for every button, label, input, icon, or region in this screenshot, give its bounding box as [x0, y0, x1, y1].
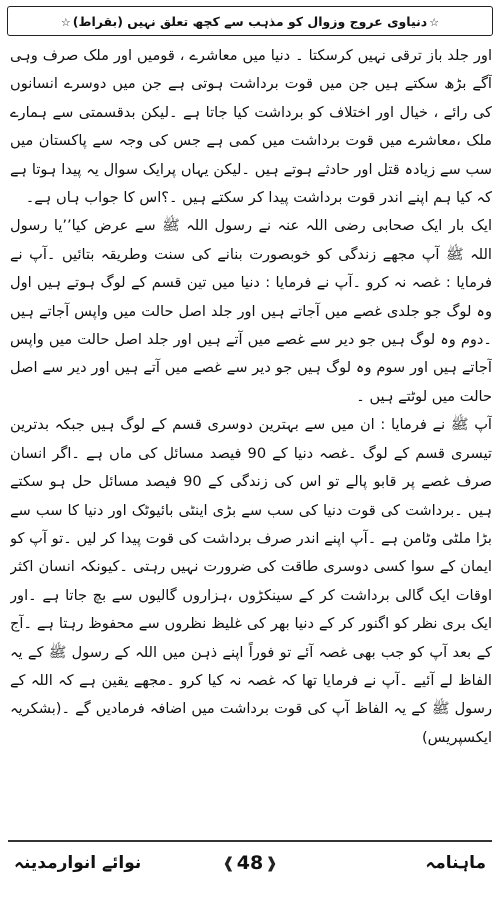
magazine-label: ماہنامہ: [425, 853, 486, 873]
header-title: دنیاوی عروج وزوال کو مذہب سے کچھ تعلق نہیں (بقراط): [72, 13, 428, 29]
paragraph: اور جلد باز ترقی نہیں کرسکتا ۔ دنیا میں معاشرے ، قومیں اور ملک صرف وہی آگے بڑھ سکتے ہیں جن میں قوت برداشت ہوتی ہے جن میں دوسرے انسانوں کی رائے ، خیال اور اختلاف کو برداشت کیا جاتا ہے ۔لیکن بدقسمتی سے ہمارے ملک ،معاشرے میں قوت برداشت میں کمی ہے جس کی وجہ سے پاکستان میں سب سے زیادہ قتل اور حادثے ہوتے ہیں ۔لیکن یہاں پرایک سوال یہ پیدا ہوتا ہے کہ کیا ہم اپنے اندر قوت برداشت پیدا کر سکتے ہیں ۔؟اس کا جواب ہاں ہے۔: [10, 47, 492, 207]
paragraph: ایک بار ایک صحابی رضی اللہ عنہ نے رسول اللہ ﷺ سے عرض کیا’’یا رسول اللہ ﷺ آپ مجھے زندگی کو خوبصورت بنانے کی سنت وطریقہ بتائیں ۔آپ نے فرمایا : غصہ نہ کرو ۔آپ نے فرمایا : دنیا میں تین قسم کے لوگ ہوتے ہیں اول وہ لوگ جو جلدی غصے میں آجاتے ہیں اور جلد اصل حالت میں واپس آجاتے ہیں ۔دوم وہ لوگ ہیں جو دیر سے غصے میں آتے ہیں اور جلد اصل حالت میں واپس آجاتے ہیں اور سوم وہ لوگ ہیں جو دیر سے غصے میں آتے ہیں اور دیر سے اصل حالت میں لوٹتے ہیں ۔: [10, 217, 492, 405]
footer-divider: [8, 840, 492, 842]
publication-name: نوائے انوارمدینہ: [14, 853, 142, 873]
article-body: [10, 42, 492, 838]
ornament-left-icon: ❰: [222, 854, 235, 872]
page-number-badge: [218, 850, 282, 876]
page-footer: [0, 840, 500, 909]
header-banner: [7, 6, 493, 36]
star-icon: ☆: [60, 15, 71, 29]
page-number: 48: [236, 852, 264, 874]
header-title-line: [59, 14, 441, 29]
paragraph: آپ ﷺ نے فرمایا : ان میں سے بہترین دوسری قسم کے لوگ ہیں جبکہ بدترین تیسری قسم کے لوگ ۔غصہ دنیا کے 90 فیصد مسائل کی ماں ہے ۔اگر انسان صرف غصے پر قابو پالے تو اس کی زندگی کے 90 فیصد مسائل حل ہو سکتے ہیں ۔برداشت کی قوت دنیا کی سب سے بڑی اینٹی بائیوٹک اور دنیا کا سب سے بڑا ملٹی وٹامن ہے ۔آپ اپنے اندر صرف برداشت کی قوت پیدا کر لیں ۔تو آپ کو ایمان کے سوا کسی دوسری طاقت کی ضرورت نہیں رہتی ۔کیونکہ انسان اکثر اوقات ایک گالی برداشت کر کے سینکڑوں ،ہزاروں گالیوں سے بچ جاتا ہے ۔اور ایک بری نظر کو اگنور کر کے دنیا بھر کی غلیظ نظروں سے محفوظ رہتا ہے ۔آج کے بعد آپ کو جب بھی غصہ آئے تو فوراً اپنے ذہن میں اللہ کے رسول ﷺ کے یہ الفاظ لے آئیے ۔آپ نے فرمایا تھا کہ غصہ نہ کیا کرو ۔مجھے یقین ہے کہ اللہ کے رسول ﷺ کے یہ الفاظ آپ کی قوت برداشت میں اضافہ فرمادیں گے ۔(بشکریہ ایکسپریس): [10, 416, 492, 746]
ornament-right-icon: ❱: [265, 854, 278, 872]
star-icon: ☆: [429, 15, 440, 29]
